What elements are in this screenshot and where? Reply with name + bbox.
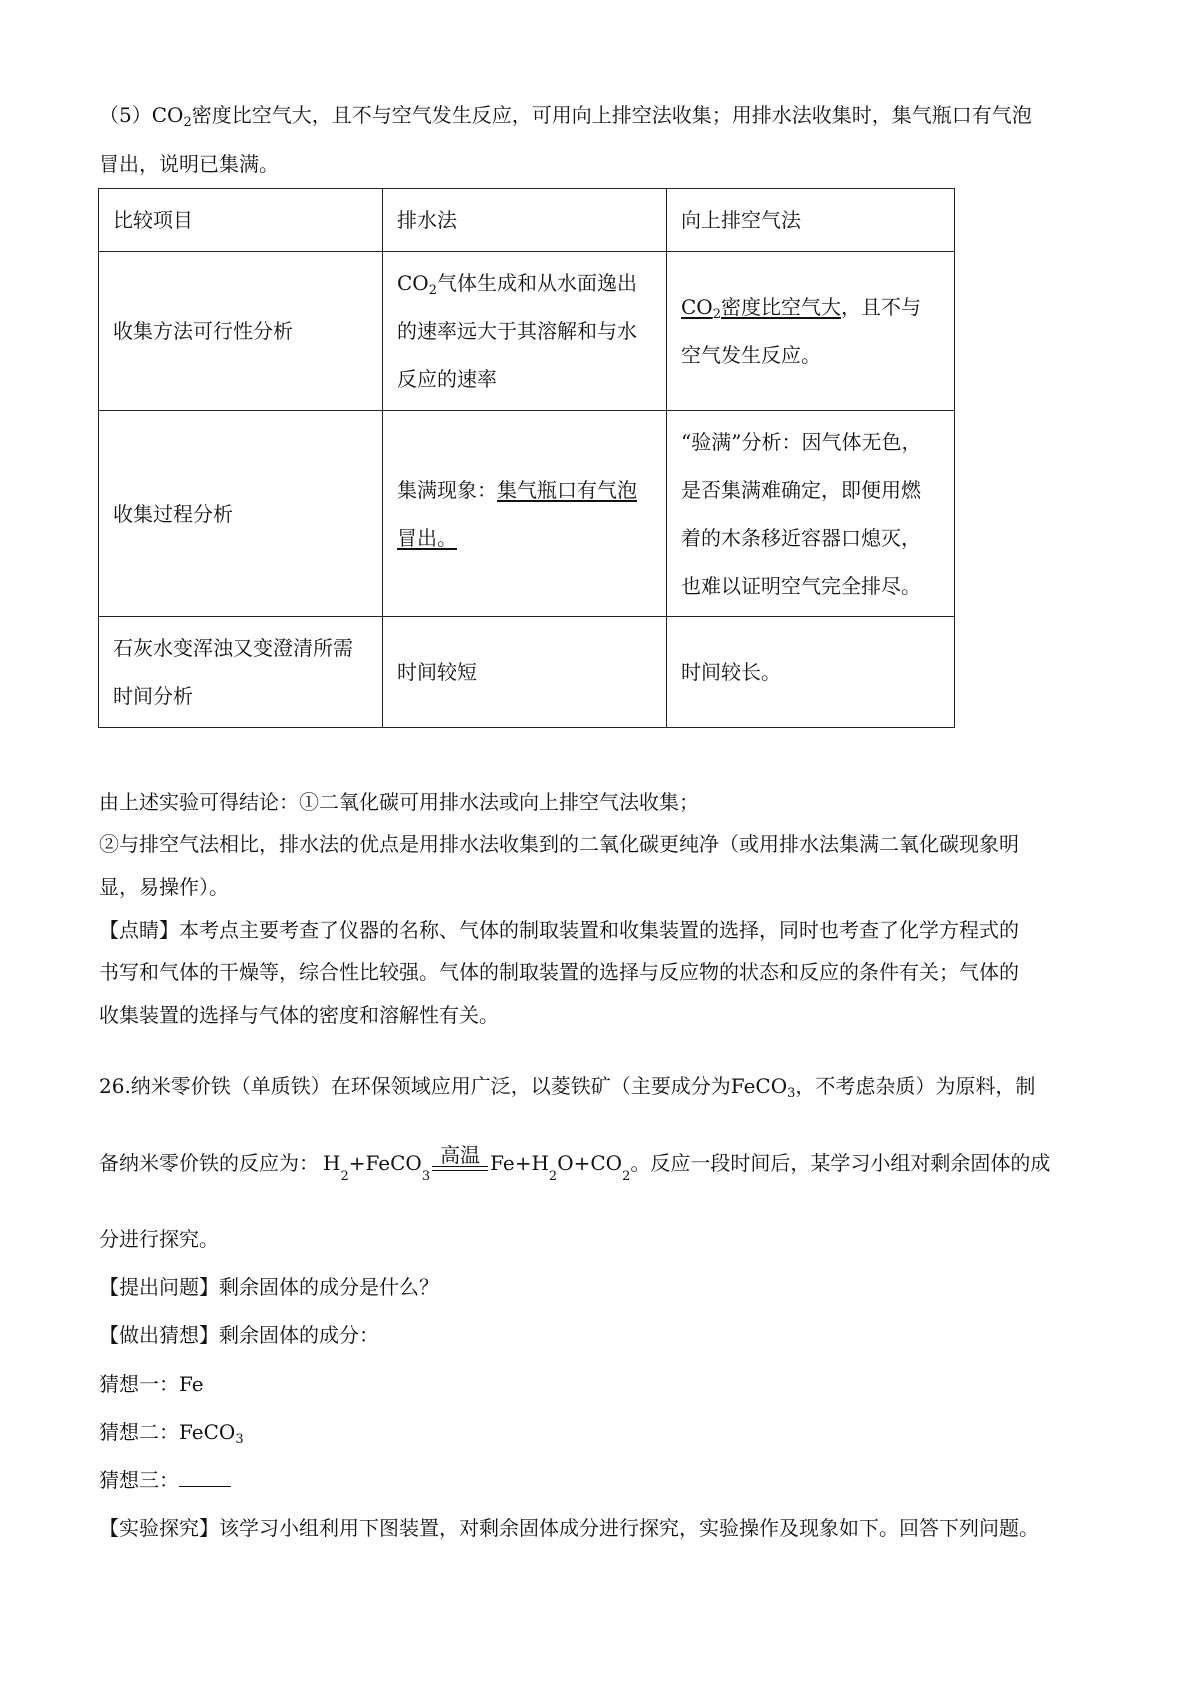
row1-water-line-3: 反应的速率 (397, 367, 497, 391)
question-heading: 【提出问题】剩余固体的成分是什么？ (99, 1275, 439, 1299)
row3-item-line-1: 石灰水变浑浊又变澄清所需 (113, 636, 353, 660)
hypothesis-heading: 【做出猜想】剩余固体的成分： (99, 1323, 379, 1347)
row1-item: 收集方法可行性分析 (99, 252, 383, 411)
table-header-row (99, 189, 955, 252)
experiment-heading: 【实验探究】该学习小组利用下图装置，对剩余固体成分进行探究，实验操作及现象如下。回答下列问题。 (99, 1516, 1039, 1540)
conclusion-line-3: 显，易操作）。 (99, 875, 229, 899)
header-air: 向上排空气法 (667, 189, 955, 252)
conclusion-line-2: ②与排空气法相比，排水法的优点是用排水法收集到的二氧化碳更纯净（或用排水法集满二氧化碳现象明 (99, 832, 1019, 856)
row2-air-line-1: “验满”分析：因气体无色， (681, 429, 922, 454)
table-row (99, 617, 955, 728)
row2-air-line-2: 是否集满难确定，即便用燃 (681, 477, 921, 502)
row2-water (383, 411, 667, 617)
q26-line-3: 分进行探究。 (99, 1227, 219, 1251)
intro-line-2: 冒出，说明已集满。 (99, 152, 279, 176)
row2-air-line-4: 也难以证明空气完全排尽。 (681, 573, 921, 598)
row1-water-line-1: $CO_2$气体生成和从水面逸出 (397, 271, 637, 298)
conclusion-line-1: 由上述实验可得结论：①二氧化碳可用排水法或向上排空气法收集； (99, 790, 699, 814)
comment-line-1: 【点睛】本考点主要考查了仪器的名称、气体的制取装置和收集装置的选择，同时也考查了化学方程式的 (99, 918, 1019, 942)
row2-water-line-2: 冒出。 (397, 525, 457, 550)
row1-air-line-2: 空气发生反应。 (681, 343, 821, 367)
q26-line-1: 26.纳米零价铁（单质铁）在环保领域应用广泛，以菱铁矿（主要成分为FeCO$_3$，不考虑杂质）为原料，制 (99, 1074, 1036, 1101)
guess-three: 猜想三： (99, 1466, 231, 1494)
row3-water: 时间较短 (383, 617, 667, 728)
table-row (99, 411, 955, 617)
row2-air (667, 411, 955, 617)
row2-water-line-1: 集满现象：集气瓶口有气泡 (397, 477, 637, 502)
row1-water-line-2: 的速率远大于其溶解和与水 (397, 319, 637, 343)
comparison-table (98, 188, 955, 728)
table-row (99, 252, 955, 411)
guess-two: 猜想二：FeCO$_3$ (99, 1420, 244, 1447)
row1-air (667, 252, 955, 411)
intro-line-1: $(5)CO_2$密度比空气大，且不与空气发生反应，可用向上排空法收集；用排水法收集时，集气瓶口有气泡 (99, 103, 1032, 130)
header-item: 比较项目 (99, 189, 383, 252)
row1-air-line-1: $CO_2$密度比空气大，且不与 (681, 295, 921, 322)
reaction-equation: 备纳米零价铁的反应为： H 2 +FeCO 3 高温 Fe+H 2 O+CO 2 。反应一段时间后，某学习小组对剩余固体的成 (99, 1143, 1051, 1184)
row2-item: 收集过程分析 (99, 411, 383, 617)
comment-line-2: 书写和气体的干燥等，综合性比较强。气体的制取装置的选择与反应物的状态和反应的条件有关；气体的 (99, 960, 1019, 984)
guess-one: 猜想一：Fe (99, 1372, 204, 1396)
row3-item-line-2: 时间分析 (113, 684, 193, 708)
answer-blank[interactable] (179, 1466, 231, 1487)
row1-water (383, 252, 667, 411)
row3-item (99, 617, 383, 728)
row3-air: 时间较长。 (667, 617, 955, 728)
comment-line-3: 收集装置的选择与气体的密度和溶解性有关。 (99, 1003, 499, 1027)
reaction-condition: 高温 (432, 1144, 488, 1171)
row2-air-line-3: 着的木条移近容器口熄灭， (681, 525, 921, 550)
header-water: 排水法 (383, 189, 667, 252)
